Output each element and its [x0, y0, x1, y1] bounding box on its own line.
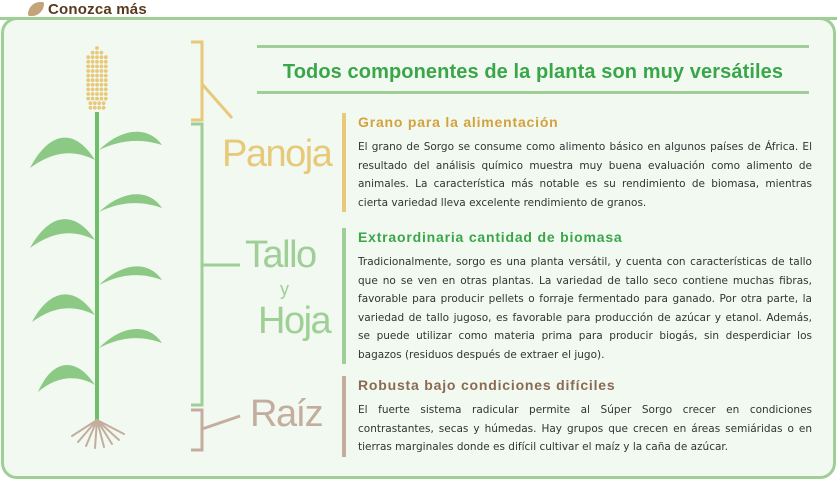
grain-dot [97, 101, 101, 105]
leaf-right-2 [99, 194, 162, 212]
section-grano-title: Grano para la alimentación [358, 114, 559, 130]
grain-dot [104, 97, 108, 101]
section-grano-body: El grano de Sorgo se consume como alimento básico en algunos países de África. El resultado del análisis químico muestra muy buena evaluación como alimento de animales. La característica más notable es su rendimiento de biomasa, mientras cierta variedad lleva excelente rendimiento de granos. [358, 141, 812, 209]
grain-dot [104, 74, 108, 78]
label-panoja: Panoja [222, 133, 332, 175]
section-robusta-body: El fuerte sistema radicular permite al Súper Sorgo crecer en condiciones contrastantes, secas y húmedas. Hay grupos que crecen en áreas semiáridas o en tierras marginales donde es difícil cultivar el maíz y la caña de azúcar. [358, 404, 812, 453]
grain-dot [104, 60, 108, 64]
grain-dot [91, 78, 95, 82]
grain-dot [104, 92, 108, 96]
label-y: y [280, 279, 289, 299]
grain-dot [95, 60, 99, 64]
banner-title: Todos componentes de la planta son muy versátiles [282, 61, 784, 83]
plant-roots [72, 420, 124, 448]
leaf-right-1 [99, 132, 162, 150]
grain-dot [86, 92, 90, 96]
grain-dot [93, 101, 97, 105]
plant-stem [95, 112, 99, 420]
grain-dot [100, 78, 104, 82]
grain-dot [100, 60, 104, 64]
leaf-right-4 [99, 329, 162, 348]
grain-dot [95, 65, 99, 69]
grain-dot [86, 83, 90, 87]
grain-dot [89, 106, 93, 110]
raiz-bracket [191, 410, 240, 450]
grain-dot [100, 69, 104, 73]
grain-dot [95, 46, 99, 50]
grain-dot [89, 101, 93, 105]
leaf-left-3 [32, 294, 95, 322]
grain-dot [86, 74, 90, 78]
grain-dot [95, 69, 99, 73]
grain-dot [102, 101, 106, 105]
grain-dot [91, 74, 95, 78]
grain-dot [86, 88, 90, 92]
grain-dot [97, 106, 101, 110]
grain-dot [100, 92, 104, 96]
grain-dot [95, 55, 99, 59]
grain-dot [86, 97, 90, 101]
panoja-bracket [191, 42, 232, 120]
header-title: Conozca más [48, 0, 147, 18]
grain-dot [95, 78, 99, 82]
grain-dot [91, 92, 95, 96]
grain-dot [100, 74, 104, 78]
grain-dot [86, 60, 90, 64]
section-grano [342, 113, 812, 212]
grain-dot [104, 69, 108, 73]
grain-dot [91, 60, 95, 64]
grain-dot [86, 78, 90, 82]
grain-dot [91, 97, 95, 101]
grain-dot [104, 78, 108, 82]
banner-top-line [257, 45, 809, 48]
grain-dot [95, 88, 99, 92]
grain-dot [100, 55, 104, 59]
grain-dot [104, 65, 108, 69]
grain-dot [100, 65, 104, 69]
grain-dot [91, 69, 95, 73]
section-biomasa-body: Tradicionalmente, sorgo es una planta versátil, y cuenta con características de tallo que no se ven en otras plantas. La variedad de tallo seco contiene muchas fibras, favorable para producir pellets o forraje fermentado para ganado. Por otra parte, la variedad de tallo jugoso, es favorable para producción de azúcar y etanol. Además, se puede utilizar como materia prima para producir biogás, sin desperdiciar los bagazos (residuos después de extraer el jugo). [358, 256, 812, 361]
grain-dot [91, 65, 95, 69]
grain-dot [91, 88, 95, 92]
grain-dot [95, 92, 99, 96]
label-hoja: Hoja [258, 300, 331, 342]
grain-dot [86, 69, 90, 73]
grain-dot [91, 51, 95, 55]
leaf-left-4 [38, 365, 95, 392]
grain-dot [100, 97, 104, 101]
leaf-left-2 [30, 219, 95, 248]
grain-dot [100, 51, 104, 55]
grain-dot [91, 55, 95, 59]
panicle-grains [86, 46, 107, 110]
label-tallo: Tallo [245, 234, 316, 276]
grain-dot [100, 88, 104, 92]
grain-dot [104, 55, 108, 59]
section-biomasa [342, 228, 812, 364]
grain-dot [86, 55, 90, 59]
grain-dot [93, 106, 97, 110]
section-robusta [342, 376, 812, 457]
grain-dot [104, 83, 108, 87]
grain-dot [86, 65, 90, 69]
label-raiz: Raíz [250, 393, 323, 435]
leaf-right-3 [99, 266, 162, 285]
grain-dot [95, 83, 99, 87]
grain-dot [102, 106, 106, 110]
leaf-left-1 [30, 138, 95, 168]
grain-dot [100, 83, 104, 87]
grain-dot [95, 51, 99, 55]
section-robusta-title: Robusta bajo condiciones difíciles [358, 377, 616, 393]
grain-dot [104, 88, 108, 92]
banner-bottom-line [257, 91, 809, 94]
section-biomasa-title: Extraordinaria cantidad de biomasa [358, 229, 623, 245]
grain-dot [95, 74, 99, 78]
grain-dot [91, 83, 95, 87]
grain-dot [95, 97, 99, 101]
